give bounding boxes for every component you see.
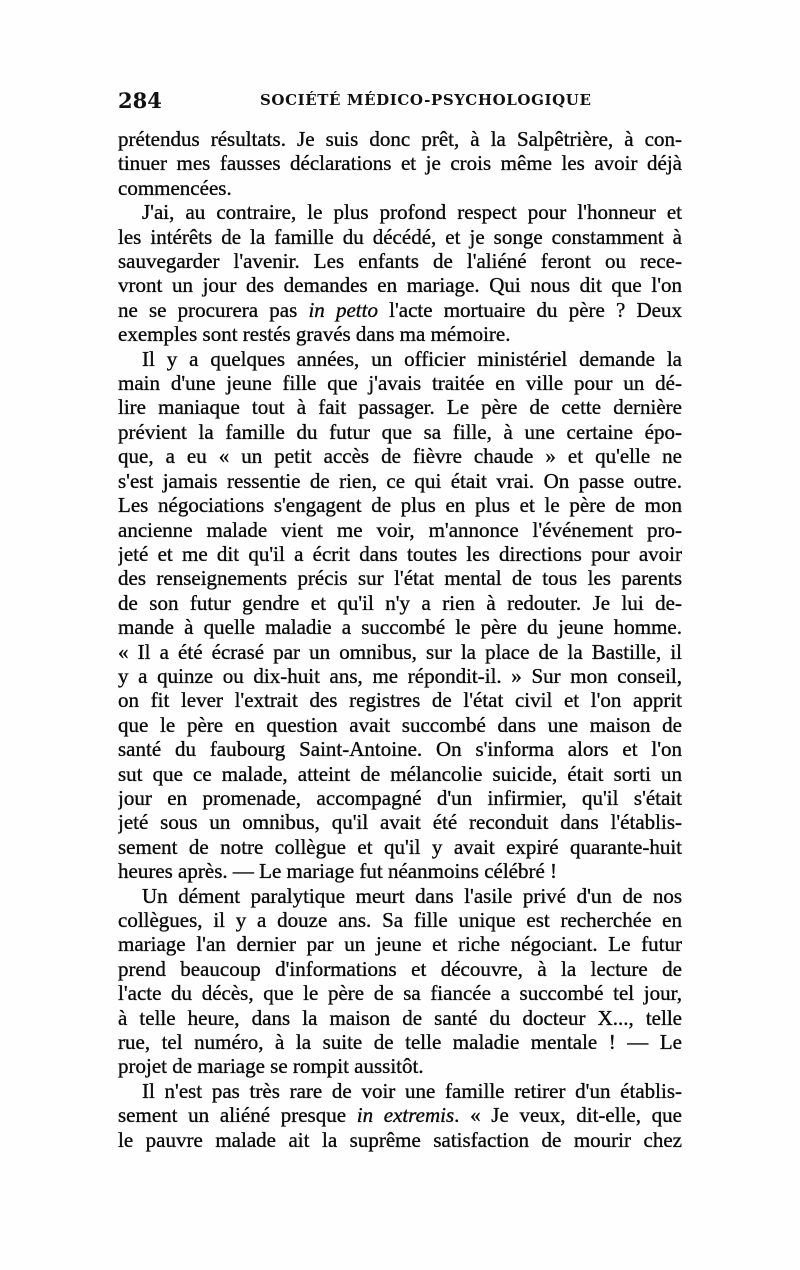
text-line: à telle heure, dans la maison de santé du docteur X..., telle <box>118 1005 682 1030</box>
page-number: 284 <box>118 88 162 113</box>
text-line: jour en promenade, accompagné d'un infirmier, qu'il s'était <box>118 785 682 810</box>
text-line: projet de mariage se rompit aussitôt. <box>118 1054 424 1079</box>
text-line: « Il a été écrasé par un omnibus, sur la place de la Bastille, il <box>118 639 682 664</box>
text-line: prend beaucoup d'informations et découvre, à la lecture de <box>118 956 682 981</box>
text-line: jeté et me dit qu'il a écrit dans toutes les directions pour avoir <box>118 541 682 566</box>
text-line: collègues, il y a douze ans. Sa fille unique est recherchée en <box>118 908 682 932</box>
text-line: sauvegarder l'avenir. Les enfants de l'aliéné feront ou rece- <box>118 249 682 274</box>
text-line: mariage l'an dernier par un jeune et riche négociant. Le futur <box>118 932 682 957</box>
text-line: sut que ce malade, atteint de mélancolie suicide, était sorti un <box>118 761 682 786</box>
text-line: l'acte du décès, que le père de sa fiancée a succombé tel jour, <box>118 981 682 1006</box>
text-line: Il n'est pas très rare de voir une famille retirer d'un établis- <box>142 1078 682 1103</box>
text-line: mande à quelle maladie a succombé le père du jeune homme. <box>118 615 682 640</box>
text-line: sement un aliéné presque in extremis. « Je veux, dit-elle, que <box>118 1103 682 1128</box>
text-line: J'ai, au contraire, le plus profond respect pour l'honneur et <box>142 200 682 225</box>
text-line: ancienne malade vient me voir, m'annonce l'événement pro- <box>118 517 682 542</box>
text-line: santé du faubourg Saint-Antoine. On s'informa alors et l'on <box>118 737 682 762</box>
text-line: jeté sous un omnibus, qu'il avait été reconduit dans l'établis- <box>118 810 682 835</box>
text-line: Les négociations s'engagent de plus en plus et le père de mon <box>118 493 682 518</box>
text-line: heures après. — Le mariage fut néanmoins célébré ! <box>118 859 558 884</box>
text-line: vront un jour des demandes en mariage. Qui nous dit que l'on <box>118 273 682 298</box>
text-line: ne se procurera pas in petto l'acte mortuaire du père ? Deux <box>118 297 682 322</box>
body-text <box>118 127 682 1152</box>
text-line: que le père en question avait succombé dans une maison de <box>118 712 682 737</box>
running-head: SOCIÉTÉ MÉDICO-PSYCHOLOGIQUE <box>260 91 592 109</box>
page-header <box>118 88 684 118</box>
text-line: tinuer mes fausses déclarations et je crois même les avoir déjà <box>118 151 682 176</box>
text-line: rue, tel numéro, à la suite de telle maladie mentale ! — Le <box>118 1030 682 1055</box>
italic-phrase: in extremis <box>356 1103 455 1128</box>
text-line: main d'une jeune fille que j'avais traitée en ville pour un dé- <box>118 371 682 396</box>
text-line: les intérêts de la famille du décédé, et je songe constamment à <box>118 224 682 249</box>
text-line: Un dément paralytique meurt dans l'asile privé d'un de nos <box>142 883 682 908</box>
text-line: de son futur gendre et qu'il n'y a rien à redouter. Je lui de- <box>118 590 682 615</box>
text-line: sement de notre collègue et qu'il y avait expiré quarante-huit <box>118 834 682 859</box>
text-line: lire maniaque tout à fait passager. Le père de cette dernière <box>118 395 682 420</box>
text-line: y a quinze ou dix-huit ans, me répondit-il. » Sur mon conseil, <box>118 663 682 688</box>
text-line: le pauvre malade ait la suprême satisfaction de mourir chez <box>118 1127 682 1152</box>
text-line: commencées. <box>118 175 232 200</box>
text-line: que, a eu « un petit accès de fièvre chaude » et qu'elle ne <box>118 444 682 469</box>
text-line: s'est jamais ressentie de rien, ce qui était vrai. On passe outre. <box>118 468 682 493</box>
text-line: prévient la famille du futur que sa fille, à une certaine épo- <box>118 419 682 444</box>
text-line: Il y a quelques années, un officier ministériel demande la <box>142 346 682 371</box>
italic-phrase: in petto <box>308 297 378 322</box>
text-line: des renseignements précis sur l'état mental de tous les parents <box>118 566 682 591</box>
text-line: on fit lever l'extrait des registres de l'état civil et l'on apprit <box>118 688 682 713</box>
text-line: exemples sont restés gravés dans ma mémoire. <box>118 322 511 347</box>
text-line: prétendus résultats. Je suis donc prêt, à la Salpêtrière, à con- <box>118 127 682 151</box>
